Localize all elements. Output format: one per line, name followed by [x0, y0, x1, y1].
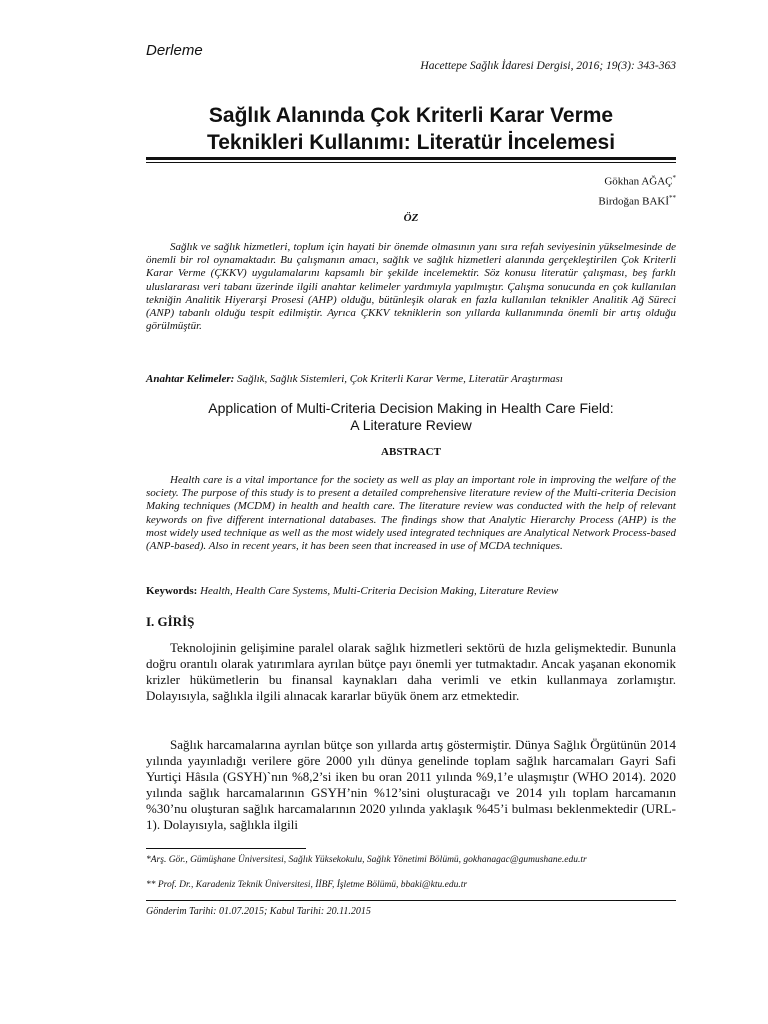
title-rule-thick	[146, 157, 676, 160]
journal-citation: Hacettepe Sağlık İdaresi Dergisi, 2016; 19(3): 343-363	[420, 60, 676, 72]
author-1-mark: *	[672, 174, 676, 182]
dates-separator	[146, 900, 676, 901]
abstract-heading: ABSTRACT	[381, 446, 441, 458]
body-paragraph-1: Teknolojinin gelişimine paralel olarak sağlık hizmetleri sektörü de hızla gelişmektedir. Bununla doğru orantılı olarak yatırımlara ayrılan bütçe payı önemli yer tutmaktadır. Ancak yaşanan ekonomik krizler hükümetlerin bu finansal kaynakları daha verimli ve etkin kullanmaya zorlamıştır. Dolayısıyla, sağlıkla ilgili alınacak kararlar büyük önem arz etmektedir.	[146, 640, 676, 703]
author-list	[598, 170, 676, 209]
author-2-name: Birdoğan BAKİ	[598, 195, 669, 208]
author-2	[598, 190, 676, 210]
turkish-keywords-values: Sağlık, Sağlık Sistemleri, Çok Kriterli Karar Verme, Literatür Araştırması	[237, 373, 563, 385]
body-paragraph-2: Sağlık harcamalarına ayrılan bütçe son yıllarda artış göstermiştir. Dünya Sağlık Örgütünün 2014 yılında yayınladığı verilere göre 2000 yılı dünya genelinde toplam sağlık harcamaları Gayri Safi Yurtiçi Hâsıla (GSYH)`nın %8,2’si iken bu oran 2011 yılında %9,1’e ulaşmıştır (WHO 2014). 2020 yılında sağlık harcamalarının GSYH’nin %12’sini oluşturacağı ve 2014 yılı toplam harcamanın %30’nu oluşturan sağlık harcamalarının 2020 yılında yaklaşık %45’i bulması beklenmektedir (URL-1). Dolayısıyla, sağlıkla ilgili	[146, 737, 676, 832]
author-1	[598, 170, 676, 190]
submission-dates: Gönderim Tarihi: 01.07.2015; Kabul Tarihi: 20.11.2015	[146, 906, 371, 917]
turkish-keywords	[146, 373, 676, 385]
turkish-title	[146, 102, 676, 156]
english-title-line-1: Application of Multi-Criteria Decision Making in Health Care Field:	[208, 400, 614, 416]
oz-text: Sağlık ve sağlık hizmetleri, toplum için hayati bir önemde olmasının yanı sıra refah seviyesinin yükselmesinde de önemli bir rol oynamaktadır. Bu çalışmanın amacı, sağlık ve sağlık hizmetleri alanında gerçekleştirilen Çok Kriterli Karar Verme (ÇKKV) uygulamalarını kapsamlı bir şekilde incelemektir. Söz konusu literatür çalışması, beş farklı uluslararası veri tabanı üzerinde ilgili anahtar kelimeler yardımıyla yapılmıştır. Çalışma sonucunda en çok kullanılan tekniğin Analitik Hiyerarşi Prosesi (AHP) olduğu, bütünleşik olarak en fazla kullanılan teknikler Analitik Ağ Süreci (ANP) tabanlı olduğu tespit edilmiştir. Ayrıca ÇKKV tekniklerin son yıllarda kullanımında önemli bir artış olduğu görülmüştür.	[146, 241, 676, 333]
abstract-text: Health care is a vital importance for the society as well as play an important role in improving the welfare of the society. The purpose of this study is to present a detailed comprehensive literature review of the Multi-criteria Decision Making techniques (MCDM) in health and health care. The literature review was conducted with the help of relevant keywords on five different international databases. The findings show that Analytic Hierarchy Process (AHP) is the most widely used technique as well as the most widely used integrated techniques are Analytical Network Process-based (ANP-based). Also in recent years, it has been seen that increased in use of MCDA techniques.	[146, 474, 676, 553]
title-rule-thin	[146, 162, 676, 163]
english-keywords	[146, 585, 676, 597]
author-1-name: Gökhan AĞAÇ	[604, 175, 673, 188]
turkish-title-line-2: Teknikleri Kullanımı: Literatür İncelemesi	[206, 131, 616, 154]
footnote-author-2: ** Prof. Dr., Karadeniz Teknik Üniversitesi, İİBF, İşletme Bölümü, bbaki@ktu.edu.tr	[146, 880, 468, 890]
article-type-label: Derleme	[146, 42, 203, 59]
english-keywords-values: Health, Health Care Systems, Multi-Criteria Decision Making, Literature Review	[200, 585, 559, 597]
english-title	[146, 400, 676, 434]
english-title-line-2: A Literature Review	[350, 417, 472, 433]
footnote-separator	[146, 848, 306, 849]
section-heading-giris: I. GİRİŞ	[146, 614, 195, 629]
turkish-title-line-1: Sağlık Alanında Çok Kriterli Karar Verme	[208, 104, 614, 127]
footnote-author-1: *Arş. Gör., Gümüşhane Üniversitesi, Sağlık Yüksekokulu, Sağlık Yönetimi Bölümü, gokhanagac@gumushane.edu.tr	[146, 855, 587, 865]
turkish-keywords-label: Anahtar Kelimeler:	[146, 373, 235, 385]
author-2-mark: **	[669, 193, 676, 202]
oz-heading: ÖZ	[403, 212, 419, 224]
english-keywords-label: Keywords:	[146, 585, 198, 597]
